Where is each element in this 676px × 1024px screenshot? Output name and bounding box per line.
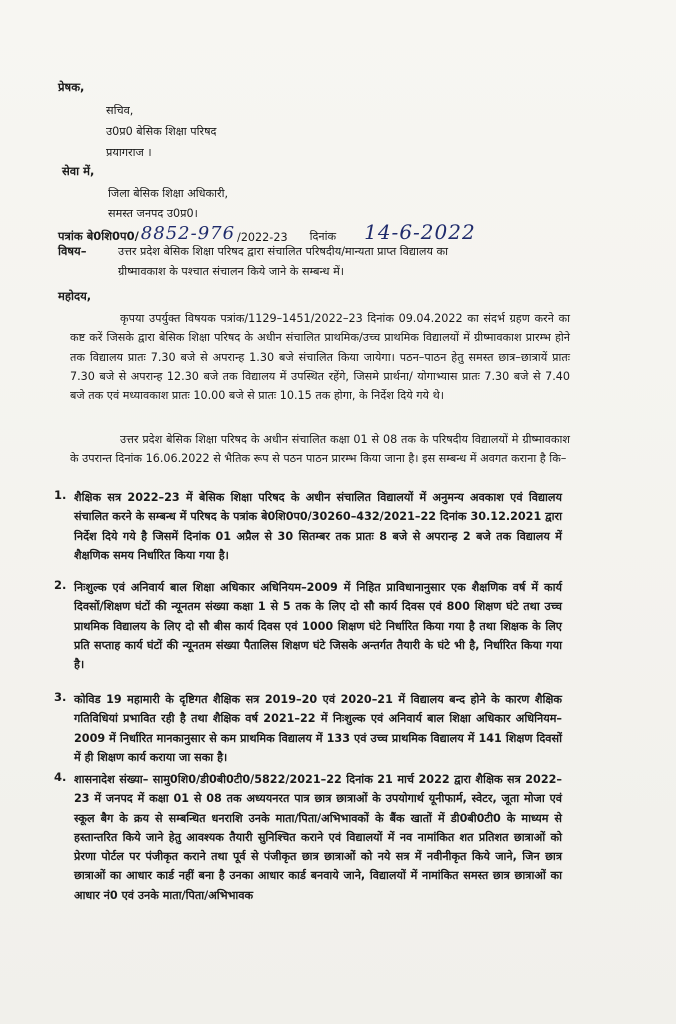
- list-item-number: 1.: [54, 488, 67, 502]
- reference-line: [58, 220, 476, 244]
- paragraph-2: उत्तर प्रदेश बेसिक शिक्षा परिषद के अधीन संचालित कक्षा 01 से 08 तक के परिषदीय विद्यालयों मे ग्रीष्मावकाश के उपरान्त दिनांक 16.06.2022 से भैतिक रूप से पठन पाठन प्रारम्भ किया जाना है। इस सम्बन्ध में अवगत कराना है कि–: [70, 433, 570, 466]
- date-label: दिनांक: [309, 230, 337, 243]
- sender-line-2: उ0प्र0 बेसिक शिक्षा परिषद: [106, 125, 217, 138]
- list-item-4: [54, 770, 562, 905]
- recipient-line-1: जिला बेसिक शिक्षा अधिकारी,: [108, 187, 229, 200]
- subject-line-2: ग्रीष्मावकाश के पश्चात संचालन किये जाने के सम्बन्ध में।: [118, 265, 345, 278]
- sender-label: प्रेषक,: [58, 80, 85, 94]
- paragraph-1: कृपया उपर्युक्त विषयक पत्रांक/1129–1451/2022–23 दिनांक 09.04.2022 का संदर्भ ग्रहण करने का कष्ट करें जिसके द्वारा बेसिक शिक्षा परिषद के अधीन संचालित प्राथमिक/उच्च प्राथमिक विद्यालयों में ग्रीष्मावकाश प्रारम्भ होने तक विद्यालय प्रातः 7.30 बजे से अपरान्ह 1.30 बजे संचालित किया जायेगा। पठन–पाठन हेतु समस्त छात्र–छात्रायें प्रातः 7.30 बजे से अपरान्ह 12.30 बजे तक विद्यालय में उपस्थित रहेंगे, जिसमे प्रार्थना/ योगाभ्यास प्रातः 7.30 बजे से 7.40 बजे तक एवं मध्यावकाश प्रातः 10.00 बजे से प्रातः 10.15 तक होगा, के निर्देश दिये गये थे।: [70, 312, 570, 403]
- salutation: महोदय,: [58, 289, 92, 303]
- sender-line-1: सचिव,: [106, 104, 134, 117]
- date-handwritten: 14-6-2022: [364, 220, 476, 244]
- list-item-number: 4.: [54, 770, 67, 784]
- recipient-line-2: समस्त जनपद उ0प्र0।: [108, 207, 198, 220]
- list-item-text: कोविड 19 महामारी के दृष्टिगत शैक्षिक सत्र 2019–20 एवं 2020–21 में विद्यालय बन्द होने के कारण शैक्षिक गतिविधियां प्रभावित रही है तथा शैक्षिक वर्ष 2021–22 में निःशुल्क एवं अनिवार्य बाल शिक्षा अधिकार अधिनियम–2009 में निर्धारित मानकानुसार से कम प्राथमिक विद्यालय में 133 एवं उच्च प्राथमिक विद्यालय में 141 शिक्षण दिवसों में ही शिक्षण कार्य कराया जा सका है।: [74, 693, 562, 764]
- list-item-1: [54, 488, 562, 565]
- reference-prefix: पत्रांक बे0शि0प0/: [58, 229, 139, 243]
- list-item-number: 2.: [54, 578, 67, 592]
- list-item-3: [54, 690, 562, 767]
- subject-label: विषय–: [58, 244, 87, 258]
- list-item-2: [54, 578, 562, 674]
- list-item-text: शैक्षिक सत्र 2022–23 में बेसिक शिक्षा परिषद के अधीन संचालित विद्यालयों में अनुमन्य अवकाश एवं विद्यालय संचालित करने के सम्बन्ध में परिषद के पत्रांक बे0शि0प0/30260–432/2021–22 दिनांक 30.12.2021 द्वारा निर्देश दिये गये है जिसमें दिनांक 01 अप्रैल से 30 सितम्बर तक प्रातः 8 बजे से अपरान्ह 2 बजे तक विद्यालय में शैक्षणिक समय निर्धारित किया गया है।: [74, 491, 562, 562]
- subject-line-1: उत्तर प्रदेश बेसिक शिक्षा परिषद द्वारा संचालित परिषदीय/मान्यता प्राप्त विद्यालय का: [118, 245, 448, 258]
- recipient-label: सेवा में,: [62, 164, 95, 178]
- reference-number-handwritten: 8852-976: [140, 223, 236, 244]
- list-item-text: शासनादेश संख्या– सामु0शि0/डी0बी0टी0/5822/2021–22 दिनांक 21 मार्च 2022 द्वारा शैक्षिक सत्र 2022–23 में जनपद में कक्षा 01 से 08 तक अध्ययनरत पात्र छात्र छात्राओं के उपयोगार्थ यूनीफार्म, स्वेटर, जूता मोजा एवं स्कूल बैग के क्रय से सम्बन्धित धनराशि उनके माता/पिता/अभिभावकों के बैंक खातों में डी0बी0टी0 के माध्यम से हस्तान्तरित किये जाने हेतु आवश्यक तैयारी सुनिश्चित कराने एवं विद्यालयों में नव नामांकित शत प्रतिशत छात्राओं को प्रेरणा पोर्टल पर पंजीकृत कराने तथा पूर्व से पंजीकृत छात्र छात्राओं को नये सत्र में नवीनीकृत किये जाने, जिन छात्र छात्राओं का आधार कार्ड नहीं बना है उनका आधार कार्ड बनवाये जाने, विद्यालयों में नामांकित समस्त छात्र छात्राओं का आधार नं0 एवं उनके माता/पिता/अभिभावक: [74, 773, 562, 902]
- list-item-text: निःशुल्क एवं अनिवार्य बाल शिक्षा अधिकार अधिनियम–2009 में निहित प्राविधानानुसार एक शैक्षणिक वर्ष में कार्य दिवसों/शिक्षण घंटों की न्यूनतम संख्या कक्षा 1 से 5 तक के लिए दो सौ कार्य दिवस एवं 800 शिक्षण घंटे तथा उच्च प्राथमिक विद्यालय के लिए दो सौ बीस कार्य दिवस एवं 1000 शिक्षण घंटे निर्धारित किया गया है तथा शिक्षक के लिए प्रति सप्ताह कार्य घंटों की न्यूनतम संख्या पैतालिस शिक्षण घंटे जिसके अन्तर्गत तैयारी के घंटे भी है, निर्धारित किया गया है।: [74, 581, 562, 672]
- sender-line-3: प्रयागराज ।: [106, 146, 152, 159]
- list-item-number: 3.: [54, 690, 67, 704]
- reference-year: /2022-23: [237, 231, 288, 244]
